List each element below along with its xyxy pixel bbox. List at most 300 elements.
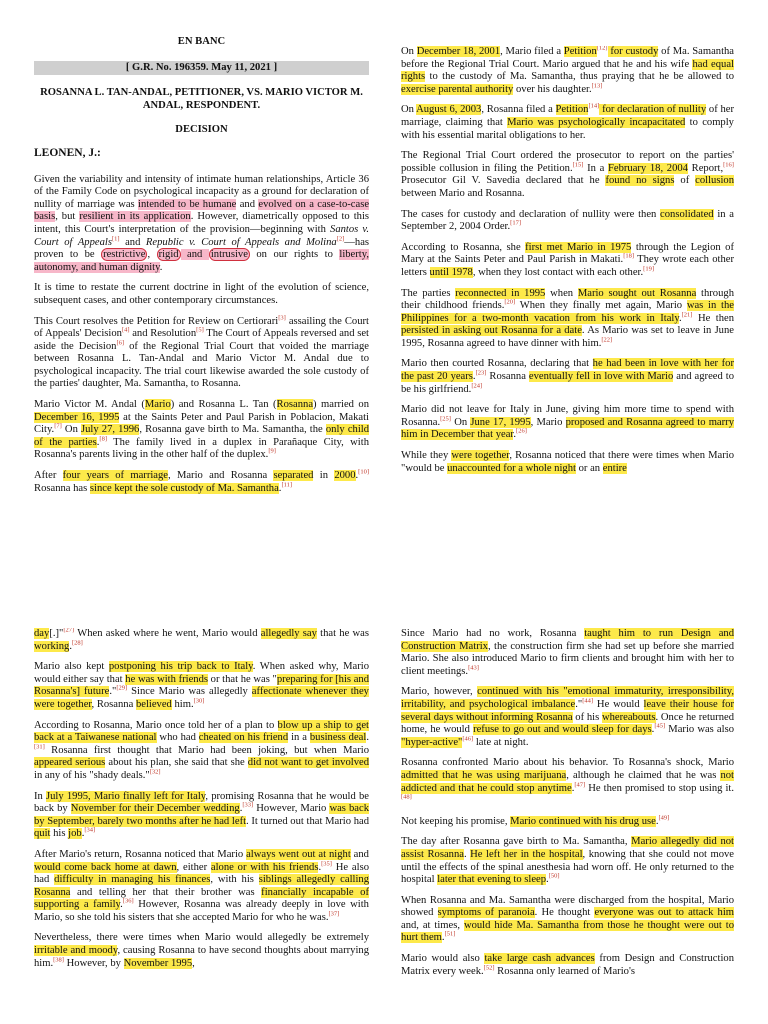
text-run: , although he claimed that he was bbox=[566, 769, 721, 781]
footnote-ref[interactable]: [24] bbox=[471, 382, 483, 390]
text-run: , bbox=[192, 957, 195, 969]
highlight: had equal rights bbox=[401, 58, 734, 83]
paragraph bbox=[401, 836, 734, 886]
text-run: , Mario filed a bbox=[500, 46, 564, 57]
paragraph bbox=[401, 816, 734, 829]
text-run: that he was bbox=[316, 628, 369, 639]
text-run: The parties bbox=[401, 287, 456, 299]
column-right-bottom bbox=[401, 628, 734, 1024]
highlight: He left her in the hospital bbox=[470, 848, 583, 860]
text-run: —has proven to be bbox=[34, 236, 369, 261]
footnote-ref[interactable]: [21] bbox=[681, 311, 693, 319]
text-run: . bbox=[120, 899, 123, 911]
footnote-ref[interactable]: [38] bbox=[53, 956, 64, 964]
paragraph bbox=[34, 313, 369, 392]
paragraph bbox=[401, 953, 734, 978]
highlight: entire bbox=[602, 462, 627, 474]
text-run: . When asked why, Mario would either say that bbox=[34, 661, 369, 685]
text-run: Rosanna has bbox=[34, 482, 90, 494]
text-run: , Rosanna bbox=[91, 698, 136, 710]
text-run: . bbox=[239, 803, 243, 815]
highlight: day bbox=[34, 628, 50, 639]
highlight: Petition bbox=[563, 46, 597, 57]
text-run: . He thought bbox=[534, 907, 595, 919]
footnote-ref[interactable]: [37] bbox=[328, 910, 340, 918]
footnote-ref[interactable]: [25] bbox=[440, 415, 451, 423]
text-run: , Mario and Rosanna bbox=[168, 470, 274, 482]
ponente: LEONEN, J.: bbox=[34, 146, 101, 159]
highlight: cheated on his friend bbox=[198, 732, 289, 744]
paragraphs bbox=[401, 46, 734, 475]
text-run: ." bbox=[575, 698, 583, 710]
footnote-ref[interactable]: [23] bbox=[475, 369, 487, 377]
highlight: would hide Ma. Samantha from those he thought were out to hurt them bbox=[401, 919, 734, 944]
paragraph bbox=[401, 46, 734, 96]
highlight: 2000 bbox=[334, 470, 356, 482]
text-run: . bbox=[278, 482, 282, 494]
highlight: refuse to go out and would sleep for days bbox=[473, 724, 652, 736]
text-run: He would bbox=[593, 698, 644, 710]
text-run: , with his bbox=[210, 874, 259, 886]
text-run: ." bbox=[109, 686, 117, 698]
highlight: November for their December wedding bbox=[70, 803, 240, 815]
text-run: Given the variability and intensity of intimate human relationships, Article 36 of the Family Code on psychological incapacity as a ground for declaration of nullity of marriage was bbox=[34, 173, 369, 210]
highlight: were together bbox=[451, 450, 510, 462]
text-run: , bbox=[147, 249, 157, 261]
text-run: The Court of Appeals reversed and set aside the Decision bbox=[34, 328, 369, 352]
text-run: He then promised to stop using it. bbox=[585, 782, 734, 794]
text-run: In bbox=[34, 790, 47, 802]
text-run: to the custody of Ma. Samantha, thus praying that he be allowed to bbox=[425, 71, 734, 83]
highlight: symptoms of paranoia bbox=[437, 907, 535, 919]
highlight: difficulty in managing his finances bbox=[54, 874, 211, 886]
highlight: proposed and Rosanna agreed to marry him in December that year bbox=[401, 416, 734, 441]
text-run: Mario Victor M. Andal ( bbox=[34, 399, 145, 411]
text-run: and bbox=[236, 198, 259, 210]
text-run: . bbox=[366, 732, 369, 744]
footnote-ref[interactable]: [19] bbox=[643, 265, 654, 273]
highlight: found no signs bbox=[605, 175, 675, 187]
text-run: [.]" bbox=[49, 628, 64, 639]
text-run: . As Mario was set to leave in June 1995, Rosanna agreed to have dinner with him. bbox=[401, 325, 734, 349]
highlight: separated bbox=[273, 470, 314, 482]
paragraph bbox=[401, 358, 734, 396]
highlight: June 17, 1995 bbox=[470, 416, 531, 428]
paragraphs bbox=[34, 628, 369, 970]
column-left-bottom bbox=[34, 628, 369, 1024]
footnote-ref[interactable]: [49] bbox=[658, 814, 670, 822]
text-run: Santos v. Court of Appeals bbox=[34, 223, 369, 248]
highlight: Petition bbox=[555, 104, 589, 116]
highlight: first met Mario in 1975 bbox=[525, 241, 632, 253]
text-run: He then bbox=[692, 312, 734, 324]
highlight: November 1995 bbox=[123, 957, 193, 969]
text-run: and bbox=[350, 848, 369, 860]
footnote-ref[interactable]: [4] bbox=[121, 326, 130, 334]
text-run: , Rosanna gave birth to Ma. Samantha, the bbox=[139, 424, 326, 436]
text-run: Since Mario was allegedly bbox=[127, 686, 252, 698]
text-run: , promising Rosanna that he would be back by bbox=[34, 790, 369, 815]
paragraph bbox=[401, 104, 734, 142]
footnote-ref[interactable]: [45] bbox=[654, 722, 666, 730]
text-run: Mario then courted Rosanna, declaring that bbox=[401, 358, 593, 370]
text-run: and bbox=[119, 236, 146, 248]
highlight: everyone was out to attack him bbox=[594, 907, 734, 919]
text-run: The cases for custody and declaration of nullity were then bbox=[401, 208, 661, 220]
text-run: , when they lost contact with each other. bbox=[472, 266, 644, 278]
highlight: business deal bbox=[309, 732, 367, 744]
text-run: from Design and Construction Matrix every week. bbox=[401, 953, 734, 977]
highlight: consolidated bbox=[660, 208, 714, 220]
paragraph bbox=[34, 791, 369, 841]
highlight: appeared serious bbox=[34, 757, 106, 769]
text-run: in bbox=[313, 470, 335, 482]
paragraph bbox=[34, 174, 369, 275]
text-run: . It turned out that Mario had bbox=[246, 815, 369, 827]
page-gap bbox=[0, 596, 768, 624]
highlight: was in the Philippines for a two-month vacation from his work in Italy bbox=[401, 300, 734, 324]
footnote-ref[interactable]: [50] bbox=[548, 872, 560, 880]
highlight: August 6, 2003 bbox=[416, 104, 482, 116]
highlight: believed bbox=[135, 698, 172, 710]
text-run: On bbox=[401, 104, 417, 116]
highlight: siblings allegedly calling Rosanna bbox=[34, 874, 369, 898]
paragraph bbox=[401, 628, 734, 678]
paragraph bbox=[34, 628, 369, 653]
text-run: . bbox=[69, 640, 72, 652]
text-run: On bbox=[61, 424, 82, 436]
text-run: or that he was " bbox=[208, 673, 277, 685]
highlight: continued with his "emotional immaturity, irresponsibility, irritability, and psychological imbalance bbox=[401, 686, 734, 710]
highlight: Mario sought out Rosanna bbox=[577, 287, 697, 299]
footnote-ref[interactable]: [36] bbox=[122, 897, 134, 905]
footnote-ref[interactable]: [12] bbox=[596, 46, 608, 52]
highlight: July 27, 1996 bbox=[81, 424, 140, 436]
footnote-ref[interactable]: [7] bbox=[54, 422, 62, 430]
text-run: in a September 2, 2004 Order. bbox=[401, 208, 734, 233]
highlight: take large cash advances bbox=[484, 953, 595, 965]
text-run: However, by bbox=[63, 957, 124, 969]
text-run: of bbox=[674, 175, 696, 187]
footnote-ref[interactable]: [43] bbox=[468, 664, 479, 672]
gr-number-bar: [ G.R. No. 196359. May 11, 2021 ] bbox=[34, 61, 369, 76]
text-run: After Mario's return, Rosanna noticed that Mario bbox=[34, 848, 247, 860]
text-run: Prosecutor Gil V. Savedia declared that he bbox=[401, 175, 606, 187]
pink-highlight: resilient in its application bbox=[79, 211, 191, 223]
highlight: July 1995, Mario finally left for Italy bbox=[46, 790, 206, 802]
decision-heading: DECISION bbox=[175, 124, 228, 136]
text-run: , knowing that she could not move until the effects of the spinal anesthesia had worn off. He only returned to the hospital bbox=[401, 848, 734, 886]
footnote-ref[interactable]: [29] bbox=[116, 684, 128, 692]
footnote-ref[interactable]: [27] bbox=[63, 628, 75, 634]
text-run: Mario would also bbox=[401, 953, 485, 965]
text-run: between Mario and Rosanna. bbox=[401, 187, 525, 199]
highlight: not addicted and that he could stop anytime bbox=[401, 769, 734, 794]
text-run: When Rosanna and Ma. Samantha were discharged from the hospital, Mario showed bbox=[401, 894, 734, 919]
text-run: Mario, however, bbox=[401, 686, 478, 698]
text-run: The Regional Trial Court ordered the prosecutor to report on the parties' possible collusion in filing the Petition. bbox=[401, 150, 734, 174]
footnote-ref[interactable]: [9] bbox=[268, 447, 276, 455]
highlight: always went out at night bbox=[246, 848, 351, 860]
footnote-ref[interactable]: [44] bbox=[582, 697, 594, 705]
text-run: Report, bbox=[687, 162, 724, 174]
text-run: of Ma. Samantha before the Regional Trial Court. Mario argued that he and his wife bbox=[401, 46, 734, 70]
highlight: postponing his trip back to Italy bbox=[108, 661, 253, 673]
text-run: . bbox=[318, 861, 322, 873]
highlight: reconnected in 1995 bbox=[455, 287, 546, 299]
highlight: since kept the sole custody of Ma. Samantha bbox=[89, 482, 279, 494]
highlight: job bbox=[68, 828, 82, 840]
page-bottom bbox=[0, 624, 768, 1024]
footnote-ref[interactable]: [17] bbox=[510, 219, 521, 227]
text-run: or an bbox=[575, 462, 603, 474]
footnote-ref[interactable]: [13] bbox=[591, 82, 603, 90]
text-run: The family lived in a duplex in Parañaque City, with Rosanna's parents living in the other half of the duplex. bbox=[34, 436, 369, 461]
text-run: While they bbox=[401, 450, 452, 462]
column-right-top bbox=[401, 46, 734, 596]
en-banc-heading: EN BANC bbox=[177, 36, 226, 47]
highlight: four years of marriage bbox=[62, 470, 168, 482]
footnote-ref[interactable]: [31] bbox=[34, 743, 45, 751]
highlight: Mario bbox=[144, 399, 171, 411]
text-run: and Resolution bbox=[129, 328, 197, 340]
text-run: He also had bbox=[34, 861, 369, 886]
text-run: and agreed to be his girlfriend. bbox=[401, 371, 734, 395]
highlight: for custody bbox=[607, 46, 659, 57]
text-run: On bbox=[450, 416, 471, 428]
text-run: , either bbox=[176, 861, 211, 873]
highlight: leave their house for several days without informing Rosanna bbox=[401, 698, 734, 723]
text-run: Rosanna first thought that Mario had been joking, but when Mario bbox=[44, 744, 369, 756]
paragraph bbox=[401, 209, 734, 234]
footnote-ref[interactable]: [28] bbox=[71, 639, 83, 647]
highlight: would come back home at dawn bbox=[34, 861, 177, 873]
footnote-ref[interactable]: [20] bbox=[504, 298, 516, 306]
text-run: at the Saints Peter and Paul Parish in Poblacion, Makati City. bbox=[34, 411, 369, 436]
highlight: February 18, 2004 bbox=[607, 162, 688, 174]
text-run: ) married on bbox=[313, 399, 369, 411]
text-run: assailing the Court of Appeals' Decision bbox=[34, 315, 369, 340]
footnote-ref[interactable]: [16] bbox=[723, 161, 734, 169]
text-run: According to Rosanna, Mario once told her of a plan to bbox=[34, 719, 278, 731]
paragraph bbox=[401, 150, 734, 200]
text-run: in a bbox=[288, 732, 310, 744]
text-run: Not keeping his promise, bbox=[401, 815, 511, 827]
footnote-ref[interactable]: [5] bbox=[196, 326, 204, 334]
text-run: , Rosanna noticed that there were times when Mario "would be bbox=[401, 450, 734, 474]
highlight: affectionate whenever they were together bbox=[34, 686, 369, 710]
highlight: until 1978 bbox=[429, 266, 473, 278]
footnote-ref[interactable]: [22] bbox=[601, 336, 613, 344]
footnote-ref[interactable]: [32] bbox=[149, 768, 161, 776]
pink-highlight: rigid bbox=[158, 249, 179, 261]
text-run: Mario also kept bbox=[34, 661, 109, 673]
text-run: of his bbox=[572, 711, 602, 723]
paragraph bbox=[401, 686, 734, 749]
pink-highlight: liberty, autonomy, and human dignity bbox=[34, 249, 369, 273]
column-left-top bbox=[34, 36, 369, 596]
footnote-ref[interactable]: [33] bbox=[242, 801, 254, 809]
text-run: his bbox=[50, 828, 69, 840]
text-run: when bbox=[545, 287, 578, 299]
text-run: . However, diametrically opposed to this intent, this Court's interpretation of the provision—beginning with bbox=[34, 211, 369, 235]
text-run: . bbox=[513, 429, 517, 441]
highlight: admitted that he was using marijuana bbox=[401, 769, 567, 781]
footnote-ref[interactable]: [2] bbox=[336, 235, 345, 242]
text-run: Republic v. Court of Appeals and Molina bbox=[145, 236, 337, 248]
footnote-ref[interactable]: [3] bbox=[278, 313, 286, 321]
paragraph bbox=[401, 450, 734, 475]
highlight: collusion bbox=[695, 175, 734, 187]
paragraphs bbox=[401, 628, 734, 978]
highlight: whereabouts bbox=[601, 711, 656, 723]
text-run: Rosanna only learned of Mario's bbox=[494, 965, 635, 977]
text-run: Since Mario had no work, Rosanna bbox=[401, 628, 585, 639]
paragraph bbox=[34, 849, 369, 925]
footnote-ref[interactable]: [10] bbox=[358, 468, 369, 476]
text-run: Rosanna bbox=[486, 371, 529, 383]
highlight: preparing for [his and Rosanna's] future bbox=[34, 673, 369, 698]
text-run: It is time to restate the current doctrine in light of the evolution of science, subsequent cases, and other contemporary circumstances. bbox=[34, 282, 369, 306]
highlight: was back by September, barely two months after he had left bbox=[34, 803, 369, 827]
highlight: Rosanna bbox=[276, 399, 314, 411]
text-run: They wrote each other letters bbox=[401, 254, 734, 278]
text-run: and telling her that their brother was bbox=[70, 886, 262, 898]
highlight: for declaration of nullity bbox=[599, 104, 707, 116]
footnote-ref[interactable]: [1] bbox=[111, 235, 120, 242]
text-run: Mario was also bbox=[665, 724, 734, 736]
highlight: eventually fell in love with Mario bbox=[528, 371, 674, 383]
text-run: ) and Rosanna L. Tan ( bbox=[170, 399, 277, 411]
footnote-ref[interactable]: [6] bbox=[116, 339, 125, 347]
footnote-ref[interactable]: [18] bbox=[623, 252, 635, 260]
text-run: Rosanna confronted Mario about his behavior. To Rosanna's shock, Mario bbox=[401, 757, 734, 769]
highlight: financially incapable of supporting a family bbox=[34, 886, 369, 911]
text-run: In a bbox=[583, 162, 608, 174]
footnote-ref[interactable]: [11] bbox=[281, 481, 293, 489]
text-run: According to Rosanna, she bbox=[401, 241, 526, 253]
text-run: of the Regional Trial Court that voided the marriage between Rosanna L. Tan-Andal and Mario Victor M. Andal due to psychological incapacity. The trial court likewise awarded the sole custody of the parties' daughter, Ma. Samantha, to Rosanna. bbox=[34, 340, 369, 390]
text-run: . bbox=[96, 436, 100, 448]
text-run: On bbox=[401, 46, 417, 57]
text-run: . bbox=[651, 724, 655, 736]
paragraph bbox=[401, 288, 734, 351]
footnote-ref[interactable]: [30] bbox=[193, 697, 205, 705]
text-run: late at night. bbox=[473, 736, 529, 748]
highlight: he had been in love with her for the past 20 years bbox=[401, 358, 734, 383]
footnote-ref[interactable]: [14] bbox=[588, 102, 600, 110]
highlight: working bbox=[34, 640, 70, 652]
pink-highlight: and bbox=[180, 249, 209, 261]
text-run: , Mario bbox=[530, 416, 566, 428]
text-run: The day after Rosanna gave birth to Ma. Samantha, bbox=[401, 836, 632, 848]
highlight: Mario continued with his drug use bbox=[510, 815, 656, 827]
text-run: However, Mario bbox=[253, 803, 330, 815]
paragraph bbox=[401, 895, 734, 945]
text-run: on our rights to bbox=[249, 249, 340, 261]
highlight: December 16, 1995 bbox=[34, 411, 120, 423]
footnote-ref[interactable]: [47] bbox=[574, 781, 586, 788]
text-run: . Once he returned home, he would bbox=[401, 711, 734, 736]
text-run: about his plan, she said that she bbox=[105, 757, 248, 769]
text-run: through their childhood friends. bbox=[401, 287, 734, 312]
paragraph bbox=[34, 282, 369, 307]
highlight: only child of the parties bbox=[34, 424, 369, 448]
text-run: Mario did not leave for Italy in June, giving him more time to spend with Rosanna. bbox=[401, 404, 734, 428]
text-run: , causing Rosanna to have second thoughts about marrying him. bbox=[34, 945, 369, 969]
text-run: When asked where he went, Mario would bbox=[74, 628, 261, 639]
paragraph bbox=[34, 932, 369, 970]
text-run: . bbox=[546, 874, 549, 886]
text-run: in any of his "shady deals." bbox=[34, 769, 150, 781]
paragraph bbox=[34, 470, 369, 495]
text-run: over his daughter. bbox=[513, 83, 592, 95]
footnote-ref[interactable]: [26] bbox=[516, 427, 527, 435]
footnote-ref[interactable]: [46] bbox=[462, 735, 474, 743]
text-run: Nevertheless, there were times when Mario would allegedly be extremely bbox=[34, 932, 369, 944]
text-run: him. bbox=[171, 698, 194, 710]
text-run: , but bbox=[55, 211, 80, 223]
paragraph bbox=[401, 242, 734, 280]
footnote-ref[interactable]: [34] bbox=[84, 826, 96, 834]
text-run: . bbox=[678, 312, 682, 324]
text-run: and, at times, bbox=[401, 919, 464, 931]
text-run: , the construction firm she had set up before she married Mario. She also introduced Mario to firm clients and brought him with her to client meetings. bbox=[401, 640, 734, 677]
case-parties-title: ROSANNA L. TAN-ANDAL, PETITIONER, VS. MARIO VICTOR M. ANDAL, RESPONDENT. bbox=[40, 87, 363, 111]
highlight: taught him to run Design and Construction Matrix bbox=[401, 628, 734, 652]
highlight: allegedly say bbox=[260, 628, 317, 639]
paragraph bbox=[34, 399, 369, 462]
pink-highlight: evolved on a case-to-case basis bbox=[34, 198, 369, 223]
footnote-ref[interactable]: [35] bbox=[321, 859, 332, 867]
footnote-ref[interactable]: [8] bbox=[99, 435, 107, 443]
footnote-ref[interactable]: [52] bbox=[483, 964, 495, 972]
highlight: later that evening to sleep bbox=[437, 874, 547, 886]
highlight: he was with friends bbox=[125, 673, 209, 685]
text-run: . bbox=[655, 815, 659, 827]
text-run: When they finally met again, Mario bbox=[515, 300, 687, 312]
highlight: December 18, 2001 bbox=[416, 46, 501, 57]
footnote-ref[interactable]: [15] bbox=[572, 161, 584, 169]
text-run: However, Rosanna was already deeply in love with Mario, so she told his sisters that she accepted Mario for who he was. bbox=[34, 899, 369, 923]
text-run: . bbox=[355, 470, 359, 482]
paragraph bbox=[34, 720, 369, 783]
highlight: unaccounted for a whole night bbox=[447, 462, 576, 474]
paragraph bbox=[401, 404, 734, 442]
text-run: . bbox=[472, 371, 476, 383]
footnote-ref[interactable]: [48] bbox=[401, 793, 412, 801]
pink-highlight: restrictive bbox=[103, 249, 146, 261]
text-run: . bbox=[571, 782, 575, 794]
highlight: exercise parental authority bbox=[401, 83, 514, 95]
highlight: persisted in asking out Rosanna for a date bbox=[401, 325, 582, 337]
text-run: This Court resolves the Petition for Review on Certiorari bbox=[34, 315, 279, 327]
highlight: "hyper-active" bbox=[401, 736, 463, 748]
text-run: , Rosanna filed a bbox=[481, 104, 556, 116]
highlight: quit bbox=[34, 828, 51, 840]
highlight: Mario was psychologically incapacitated bbox=[507, 116, 686, 128]
paragraph bbox=[34, 661, 369, 711]
text-run: . bbox=[159, 261, 163, 273]
highlight: alone or with his friends bbox=[210, 861, 319, 873]
highlight: blow up a ship to get back at a Taiwanese national bbox=[34, 719, 369, 744]
paragraphs bbox=[34, 174, 369, 496]
text-run: of her marriage, claiming that bbox=[401, 104, 734, 128]
highlight: Mario allegedly did not assist Rosanna bbox=[401, 836, 734, 860]
footnote-ref[interactable]: [51] bbox=[444, 930, 456, 938]
text-run: to comply with his essential marital obligations to her. bbox=[401, 116, 734, 141]
text-run: . bbox=[441, 932, 445, 944]
